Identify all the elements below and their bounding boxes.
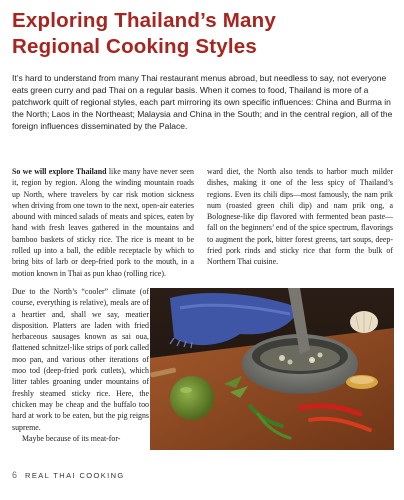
intro-paragraph: It’s hard to understand from many Thai restaurant menus abroad, but needless to say, not everyone eats green curry and pad Thai on a regular basis. When it comes to food, Thailand is more of a patchwork quilt of regional styles, each part mirroring its own specific influences: China and Burma in the North; Laos in the Northeast; Malaysia and China in the South; and in the central region, all of the foreign influences disseminated by the Palace.: [12, 73, 393, 131]
page-title: [12, 8, 392, 60]
left-paragraph-1-body: like many have never seen it, region by region. Along the winding mountain roads up North, where travelers by car risk motion sickness when driving from one town to the next, open-air eateries abound with minced salads of meats and spices, eaten by hand with fresh leaves gathered in the mountains and bamboo baskets of sticky rice. The rice is meant to be rolled up into a ball, the edible receptacle by which to bring bits of larb or deep-fried pork to the mouth, in a motion known in Thai as pun khao (rolling rice).: [12, 167, 194, 278]
left-paragraph-1: [12, 166, 194, 279]
page-footer: [12, 470, 392, 484]
mortar-and-pestle-photo: [150, 288, 394, 450]
title-line-2: Regional Cooking Styles: [12, 35, 257, 58]
photo-illustration: [150, 288, 394, 450]
left-paragraph-2: Due to the North’s “cooler” climate (of course, everything is relative), meals are of a heartier and, shall we say, meatier disposition. Platters are laden with fried herbaceous sausages known as sai oua, flattened schnitzel-like strips of pork called moo pan, and various other iterations of moo tod (deep-fried pork cutlets), which litter tables groaning under mountains of freshly steamed sticky rice. Here, the chicken may be cheap and the buffalo too hard at work to be eaten, but the pig reigns supreme.: [12, 287, 149, 432]
lime: [170, 376, 214, 420]
left-paragraph-3: Maybe because of its meat-for-: [22, 433, 121, 443]
page-number: 6: [12, 470, 18, 480]
left-column-upper: [12, 166, 194, 279]
right-column: [207, 166, 393, 268]
right-paragraph-1: ward diet, the North also tends to harbor much milder dishes, making it one of the less spicy of Thailand’s regions. Even its chili dips—most famously, the nam prik num (roasted green chili dip) and nam prik ong, a Bolognese-like dip flavored with fermented bean paste—fall on the beginners’ end of the spice spectrum, flavorings to augment the pork, bitter forest greens, tart soups, deep-fried pork rinds and sticky rice that form the bulk of Northern Thai cuisine.: [207, 167, 393, 267]
running-book-title: REAL THAI COOKING: [25, 471, 125, 480]
title-line-1: Exploring Thailand’s Many: [12, 9, 276, 32]
left-column-lower: [12, 286, 149, 444]
lead-in: So we will explore Thailand: [12, 167, 107, 176]
